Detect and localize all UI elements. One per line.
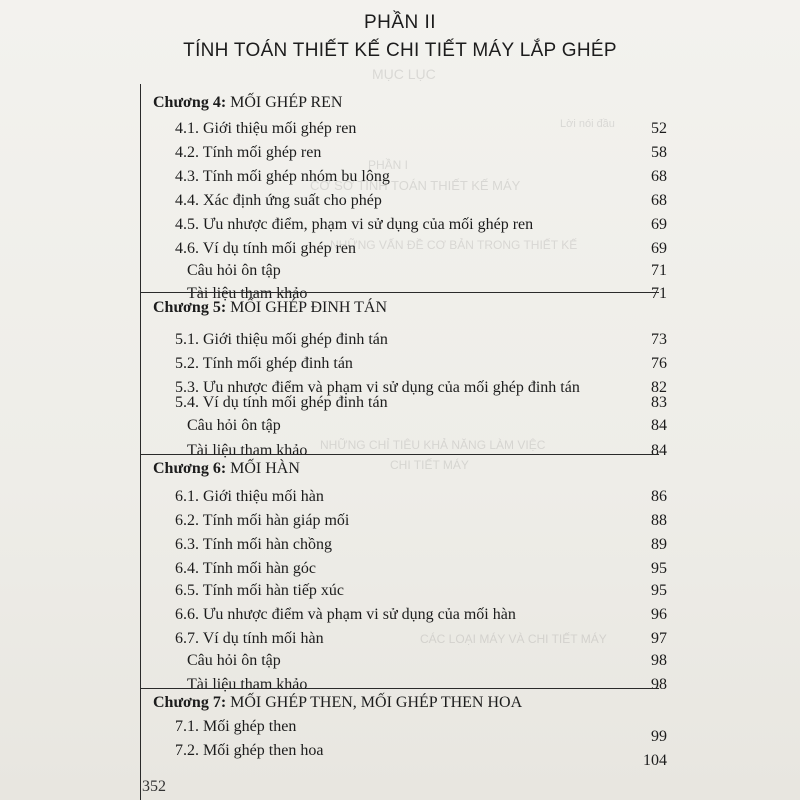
bleed-through-text: CƠ SỞ TÍNH TOÁN THIẾT KẾ MÁY bbox=[310, 178, 521, 193]
table-of-contents bbox=[140, 84, 681, 800]
chapter-divider bbox=[141, 292, 659, 293]
toc-entry-label: 5.1. Giới thiệu mối ghép đinh tán bbox=[175, 331, 388, 348]
toc-entry-page: 73 bbox=[651, 331, 667, 348]
toc-entry-label: Câu hỏi ôn tập bbox=[187, 652, 281, 669]
toc-entry-label: 6.6. Ưu nhược điểm và phạm vi sử dụng của mối hàn bbox=[175, 606, 516, 623]
chapter-heading[interactable] bbox=[141, 692, 681, 714]
chapter-divider bbox=[141, 688, 659, 689]
chapter-prefix: Chương 6: bbox=[153, 460, 227, 477]
toc-entry-label: 5.2. Tính mối ghép đinh tán bbox=[175, 355, 353, 372]
toc-entry[interactable] bbox=[141, 740, 681, 769]
toc-entry-label: 4.4. Xác định ứng suất cho phép bbox=[175, 192, 382, 209]
toc-entry[interactable] bbox=[141, 604, 681, 626]
chapter-prefix: Chương 5: bbox=[153, 299, 227, 316]
toc-entry-page: 98 bbox=[651, 652, 667, 669]
toc-entry-label: 4.6. Ví dụ tính mối ghép ren bbox=[175, 240, 357, 257]
toc-entry-page: 71 bbox=[651, 262, 667, 279]
bleed-through-text: Lời nói đầu bbox=[560, 118, 615, 130]
toc-entry[interactable] bbox=[141, 118, 681, 140]
toc-entry[interactable] bbox=[141, 558, 681, 580]
bleed-through-text: CÁC LOẠI MÁY VÀ CHI TIẾT MÁY bbox=[420, 632, 607, 646]
toc-entry-label: 6.2. Tính mối hàn giáp mối bbox=[175, 512, 350, 529]
toc-entry[interactable] bbox=[141, 510, 681, 532]
toc-entry[interactable] bbox=[141, 214, 681, 236]
chapter-name: MỐI GHÉP REN bbox=[230, 94, 343, 111]
toc-entry-label: 5.3. Ưu nhược điểm và phạm vi sử dụng của mối ghép đinh tán bbox=[175, 379, 580, 396]
chapter-title bbox=[153, 92, 342, 114]
toc-entry-page: 69 bbox=[651, 240, 667, 257]
toc-entry-label: 7.2. Mối ghép then hoa bbox=[175, 742, 324, 759]
toc-entry-page: 83 bbox=[651, 394, 667, 411]
toc-entry[interactable] bbox=[141, 392, 681, 414]
toc-entry-page: 82 bbox=[651, 379, 667, 396]
toc-entry-page: 97 bbox=[651, 630, 667, 647]
chapter-heading[interactable] bbox=[141, 92, 681, 114]
toc-entry-page: 84 bbox=[651, 442, 667, 459]
toc-entry-label: 4.3. Tính mối ghép nhóm bu lông bbox=[175, 168, 390, 185]
toc-entry-label: Câu hỏi ôn tập bbox=[187, 417, 281, 434]
chapter-heading[interactable] bbox=[141, 297, 681, 319]
chapter-prefix: Chương 4: bbox=[153, 94, 227, 111]
toc-entry[interactable] bbox=[141, 628, 681, 650]
toc-entry-label: Tài liệu tham khảo bbox=[187, 676, 308, 693]
toc-entry-label: 6.4. Tính mối hàn góc bbox=[175, 560, 317, 577]
toc-entry-page: 98 bbox=[651, 676, 667, 693]
toc-entry-page: 68 bbox=[651, 168, 667, 185]
toc-entry-label: 4.1. Giới thiệu mối ghép ren bbox=[175, 120, 357, 137]
part-label: PHẦN II bbox=[363, 12, 437, 33]
toc-entry[interactable] bbox=[141, 534, 681, 556]
toc-entry[interactable] bbox=[141, 190, 681, 212]
toc-entry[interactable] bbox=[141, 142, 681, 164]
chapter-title bbox=[153, 297, 387, 319]
toc-entry-page: 52 bbox=[651, 120, 667, 137]
toc-entry-page: 76 bbox=[651, 355, 667, 372]
toc-entry[interactable] bbox=[141, 716, 681, 745]
chapter-name: MỐI GHÉP THEN, MỐI GHÉP THEN HOA bbox=[230, 694, 523, 711]
toc-entry-label: 6.7. Ví dụ tính mối hàn bbox=[175, 630, 324, 647]
toc-entry-label: 6.5. Tính mối hàn tiếp xúc bbox=[175, 582, 345, 599]
toc-entry-page: 84 bbox=[651, 417, 667, 434]
toc-entry[interactable] bbox=[141, 486, 681, 508]
toc-entry[interactable] bbox=[141, 650, 681, 672]
toc-entry-page: 89 bbox=[651, 536, 667, 553]
toc-entry[interactable] bbox=[141, 166, 681, 188]
toc-entry[interactable] bbox=[141, 580, 681, 602]
toc-entry[interactable] bbox=[141, 353, 681, 375]
chapter-title bbox=[153, 458, 300, 480]
chapter-name: MỐI GHÉP ĐINH TÁN bbox=[230, 299, 388, 316]
toc-entry-page: 71 bbox=[651, 285, 667, 302]
toc-entry-page: 104 bbox=[643, 752, 667, 769]
toc-entry-label: Tài liệu tham khảo bbox=[187, 442, 308, 459]
toc-entry-page: 69 bbox=[651, 216, 667, 233]
bleed-through-text: CHI TIẾT MÁY bbox=[390, 458, 469, 472]
page-number: 352 bbox=[142, 778, 166, 795]
toc-entry[interactable] bbox=[141, 329, 681, 351]
toc-entry-page: 95 bbox=[651, 560, 667, 577]
toc-entry-page: 86 bbox=[651, 488, 667, 505]
toc-entry[interactable] bbox=[141, 415, 681, 437]
bleed-through-text: PHẦN I bbox=[368, 158, 409, 172]
toc-entry-label: 7.1. Mối ghép then bbox=[175, 718, 297, 735]
chapter-prefix: Chương 7: bbox=[153, 694, 227, 711]
chapter-name: MỐI HÀN bbox=[230, 460, 300, 477]
chapter-divider bbox=[141, 454, 659, 455]
chapter-heading[interactable] bbox=[141, 458, 681, 480]
toc-entry-page: 96 bbox=[651, 606, 667, 623]
toc-entry-page: 99 bbox=[651, 728, 667, 745]
toc-entry-page: 95 bbox=[651, 582, 667, 599]
toc-entry[interactable] bbox=[141, 260, 681, 282]
toc-entry-label: 5.4. Ví dụ tính mối ghép đinh tán bbox=[175, 394, 388, 411]
bleed-through-text: NHỮNG CHỈ TIÊU KHẢ NĂNG LÀM VIỆC bbox=[320, 438, 546, 452]
chapter-title bbox=[153, 692, 522, 714]
toc-entry-page: 88 bbox=[651, 512, 667, 529]
bleed-through-text: NHỮNG VẤN ĐỀ CƠ BẢN TRONG THIẾT KẾ bbox=[330, 238, 578, 252]
toc-entry-label: Câu hỏi ôn tập bbox=[187, 262, 281, 279]
toc-entry-label: 4.5. Ưu nhược điểm, phạm vi sử dụng của mối ghép ren bbox=[175, 216, 534, 233]
part-title: TÍNH TOÁN THIẾT KẾ CHI TIẾT MÁY LẮP GHÉP bbox=[183, 40, 617, 61]
toc-entry-label: Tài liệu tham khảo bbox=[187, 285, 308, 302]
toc-entry-label: 6.3. Tính mối hàn chồng bbox=[175, 536, 333, 553]
toc-entry-page: 68 bbox=[651, 192, 667, 209]
toc-entry-page: 58 bbox=[651, 144, 667, 161]
bleed-through-text: MỤC LỤC bbox=[372, 66, 436, 82]
toc-entry-label: 6.1. Giới thiệu mối hàn bbox=[175, 488, 324, 505]
toc-entry[interactable] bbox=[141, 238, 681, 260]
toc-entry-label: 4.2. Tính mối ghép ren bbox=[175, 144, 322, 161]
